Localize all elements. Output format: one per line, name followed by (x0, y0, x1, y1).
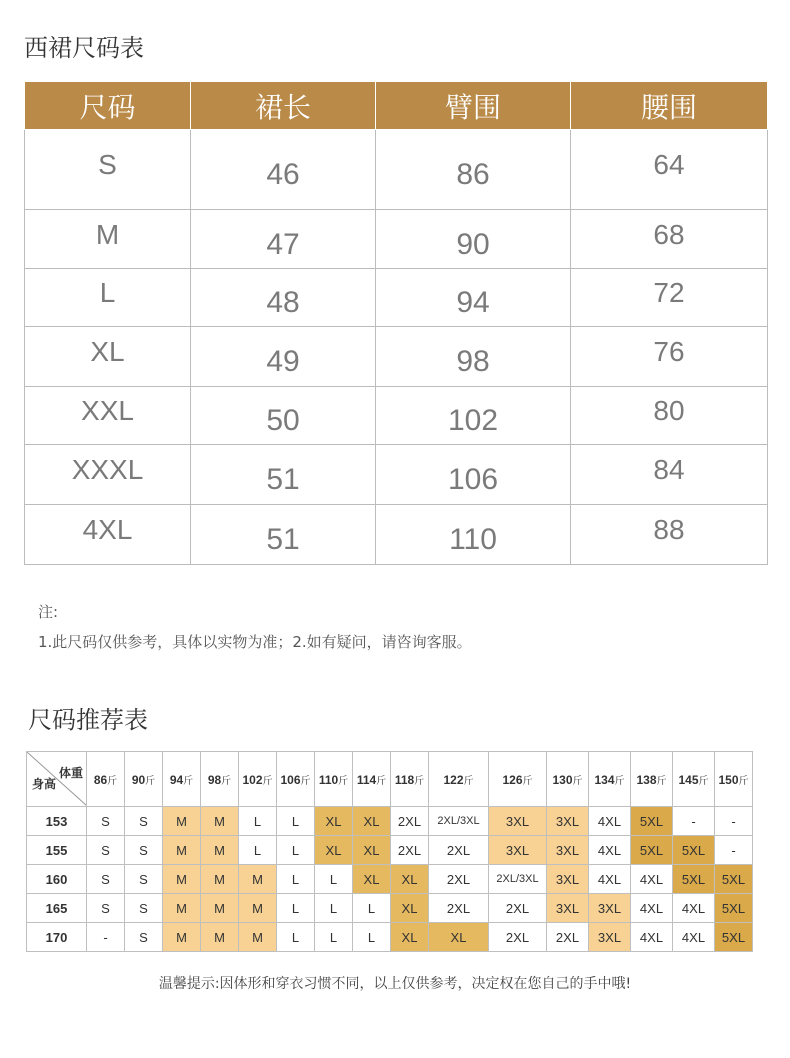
recommend-size-cell: L (353, 923, 391, 952)
waist-circumference-cell: 84 (571, 445, 768, 505)
weight-unit: 斤 (145, 775, 156, 787)
recommend-size-cell: 2XL/3XL (429, 807, 489, 836)
recommend-size-cell: 2XL (547, 923, 589, 952)
recommend-size-cell: - (715, 807, 753, 836)
size-chart-row (25, 210, 768, 269)
weight-unit: 斤 (183, 775, 194, 787)
recommend-size-cell: L (239, 807, 277, 836)
recommend-size-cell: 4XL (631, 894, 673, 923)
skirt-length-cell: 50 (191, 387, 376, 445)
recommend-row (27, 865, 753, 894)
recommend-size-cell: L (315, 894, 353, 923)
recommend-size-cell: 5XL (673, 836, 715, 865)
recommend-size-cell: M (163, 923, 201, 952)
weight-value: 94 (169, 772, 184, 787)
weight-value: 86 (93, 772, 108, 787)
header-waist-circumference: 腰围 (571, 82, 768, 130)
recommend-size-cell: - (673, 807, 715, 836)
size-cell: L (25, 269, 191, 327)
recommend-size-cell: L (277, 807, 315, 836)
weight-value: 110 (318, 772, 339, 787)
skirt-length-cell: 47 (191, 210, 376, 269)
recommend-size-cell: M (239, 894, 277, 923)
recommend-size-cell: L (277, 865, 315, 894)
size-cell: S (25, 130, 191, 210)
recommend-size-cell: M (239, 923, 277, 952)
recommend-size-cell: XL (353, 865, 391, 894)
recommend-size-cell: M (201, 807, 239, 836)
waist-circumference-cell: 76 (571, 327, 768, 387)
recommend-size-cell: 3XL (547, 865, 589, 894)
weight-unit: 斤 (376, 775, 387, 787)
recommend-size-cell: 5XL (673, 865, 715, 894)
weight-unit: 斤 (698, 775, 709, 787)
arm-circumference-cell: 110 (376, 505, 571, 565)
recommend-row (27, 807, 753, 836)
weight-unit: 斤 (300, 775, 311, 787)
recommend-size-cell: XL (391, 865, 429, 894)
size-cell: 4XL (25, 505, 191, 565)
recommend-size-cell: L (277, 836, 315, 865)
weight-header-cell (163, 752, 201, 807)
size-chart-title: 西裙尺码表 (24, 34, 144, 62)
recommend-size-cell: 3XL (589, 894, 631, 923)
weight-unit: 斤 (338, 775, 349, 787)
recommend-size-cell: 2XL (429, 865, 489, 894)
height-cell: 165 (27, 894, 87, 923)
header-arm-circumference: 臂围 (376, 82, 571, 130)
recommend-size-cell: S (125, 836, 163, 865)
weight-value: 106 (280, 772, 301, 787)
recommend-size-cell: 3XL (589, 923, 631, 952)
weight-header-cell (589, 752, 631, 807)
arm-circumference-cell: 90 (376, 210, 571, 269)
recommend-size-cell: 2XL (489, 894, 547, 923)
recommend-size-cell: M (201, 894, 239, 923)
weight-header-cell (391, 752, 429, 807)
recommend-size-cell: M (163, 807, 201, 836)
recommend-size-cell: S (87, 865, 125, 894)
skirt-length-cell: 48 (191, 269, 376, 327)
size-cell: M (25, 210, 191, 269)
weight-header-cell (125, 752, 163, 807)
weight-header-cell (673, 752, 715, 807)
height-cell: 170 (27, 923, 87, 952)
weight-unit: 斤 (414, 775, 425, 787)
weight-header-cell (547, 752, 589, 807)
recommend-size-cell: S (87, 894, 125, 923)
weight-header-cell (201, 752, 239, 807)
corner-cell (27, 752, 87, 807)
weight-unit: 斤 (522, 775, 533, 787)
height-cell: 155 (27, 836, 87, 865)
recommend-size-cell: M (201, 923, 239, 952)
size-chart-row (25, 269, 768, 327)
recommend-size-cell: 3XL (547, 894, 589, 923)
arm-circumference-cell: 102 (376, 387, 571, 445)
weight-header-cell (353, 752, 391, 807)
recommend-size-cell: 4XL (631, 865, 673, 894)
recommend-size-cell: L (277, 894, 315, 923)
recommend-size-cell: 4XL (589, 836, 631, 865)
recommend-size-cell: 4XL (589, 807, 631, 836)
recommend-size-cell: 5XL (631, 836, 673, 865)
recommend-size-cell: M (163, 836, 201, 865)
weight-unit: 斤 (463, 775, 474, 787)
recommend-row (27, 894, 753, 923)
recommend-size-cell: M (201, 836, 239, 865)
size-chart-row (25, 445, 768, 505)
size-chart-row (25, 327, 768, 387)
recommend-size-cell: 2XL (391, 836, 429, 865)
header-skirt-length: 裙长 (191, 82, 376, 130)
skirt-length-cell: 46 (191, 130, 376, 210)
footer-tip: 温馨提示:因体形和穿衣习惯不同，以上仅供参考，决定权在您自己的手中哦! (158, 976, 632, 992)
weight-value: 102 (242, 772, 263, 787)
recommend-size-cell: 4XL (589, 865, 631, 894)
weight-header-cell (239, 752, 277, 807)
recommend-row (27, 923, 753, 952)
recommend-size-cell: L (277, 923, 315, 952)
weight-value: 98 (207, 772, 222, 787)
recommend-size-cell: S (125, 923, 163, 952)
recommend-size-cell: 2XL/3XL (489, 865, 547, 894)
recommend-size-cell: L (353, 894, 391, 923)
size-cell: XL (25, 327, 191, 387)
recommend-chart-title: 尺码推荐表 (28, 706, 148, 734)
recommend-size-cell: L (239, 836, 277, 865)
recommend-size-cell: M (163, 894, 201, 923)
recommend-table (26, 751, 753, 952)
header-size: 尺码 (25, 82, 191, 130)
recommend-size-cell: 4XL (673, 894, 715, 923)
recommend-size-cell: S (87, 807, 125, 836)
weight-header-cell (315, 752, 353, 807)
skirt-length-cell: 51 (191, 505, 376, 565)
skirt-length-cell: 51 (191, 445, 376, 505)
waist-circumference-cell: 68 (571, 210, 768, 269)
weight-unit: 斤 (738, 775, 749, 787)
recommend-header-row (27, 752, 753, 807)
weight-value: 145 (678, 772, 699, 787)
recommend-size-cell: S (87, 836, 125, 865)
waist-circumference-cell: 64 (571, 130, 768, 210)
recommend-size-cell: 3XL (547, 807, 589, 836)
recommend-size-cell: 5XL (715, 865, 753, 894)
height-cell: 160 (27, 865, 87, 894)
recommend-size-cell: 2XL (429, 894, 489, 923)
weight-header-cell (277, 752, 315, 807)
weight-value: 150 (718, 772, 739, 787)
corner-weight-label: 体重 (58, 766, 83, 780)
recommend-size-cell: 2XL (391, 807, 429, 836)
recommend-size-cell: M (163, 865, 201, 894)
size-chart-row (25, 130, 768, 210)
size-chart-header-row (25, 82, 768, 130)
recommend-size-cell: - (715, 836, 753, 865)
recommend-size-cell: XL (391, 894, 429, 923)
recommend-size-cell: 5XL (715, 923, 753, 952)
weight-value: 134 (594, 772, 615, 787)
weight-unit: 斤 (656, 775, 667, 787)
recommend-size-cell: 3XL (489, 807, 547, 836)
arm-circumference-cell: 106 (376, 445, 571, 505)
weight-value: 126 (502, 772, 523, 787)
weight-unit: 斤 (614, 775, 625, 787)
recommend-size-cell: 4XL (631, 923, 673, 952)
weight-header-cell (715, 752, 753, 807)
waist-circumference-cell: 80 (571, 387, 768, 445)
size-chart-table (24, 81, 768, 565)
recommend-size-cell: XL (353, 836, 391, 865)
recommend-size-cell: 3XL (547, 836, 589, 865)
recommend-size-cell: XL (315, 807, 353, 836)
height-cell: 153 (27, 807, 87, 836)
recommend-size-cell: XL (353, 807, 391, 836)
skirt-length-cell: 49 (191, 327, 376, 387)
weight-unit: 斤 (572, 775, 583, 787)
note-label: 注: (38, 603, 59, 621)
weight-unit: 斤 (221, 775, 232, 787)
note-text: 1.此尺码仅供参考，具体以实物为准；2.如有疑问，请咨询客服。 (38, 633, 472, 651)
recommend-size-cell: 2XL (429, 836, 489, 865)
recommend-size-cell: S (125, 865, 163, 894)
recommend-size-cell: 4XL (673, 923, 715, 952)
recommend-size-cell: 5XL (715, 894, 753, 923)
corner-height-label: 身高 (32, 777, 57, 791)
recommend-size-cell: 5XL (631, 807, 673, 836)
weight-value: 90 (131, 772, 146, 787)
size-chart-row (25, 505, 768, 565)
size-cell: XXL (25, 387, 191, 445)
arm-circumference-cell: 98 (376, 327, 571, 387)
weight-header-cell (429, 752, 489, 807)
recommend-size-cell: 2XL (489, 923, 547, 952)
size-chart-row (25, 387, 768, 445)
arm-circumference-cell: 86 (376, 130, 571, 210)
weight-header-cell (631, 752, 673, 807)
waist-circumference-cell: 88 (571, 505, 768, 565)
recommend-size-cell: L (315, 923, 353, 952)
recommend-size-cell: S (125, 894, 163, 923)
recommend-size-cell: M (201, 865, 239, 894)
weight-value: 118 (394, 772, 415, 787)
weight-unit: 斤 (107, 775, 118, 787)
weight-value: 138 (636, 772, 657, 787)
recommend-size-cell: S (125, 807, 163, 836)
weight-header-cell (87, 752, 125, 807)
recommend-size-cell: XL (429, 923, 489, 952)
recommend-size-cell: 3XL (489, 836, 547, 865)
weight-unit: 斤 (262, 775, 273, 787)
weight-value: 114 (356, 772, 377, 787)
arm-circumference-cell: 94 (376, 269, 571, 327)
recommend-size-cell: M (239, 865, 277, 894)
size-cell: XXXL (25, 445, 191, 505)
weight-header-cell (489, 752, 547, 807)
weight-value: 122 (443, 772, 464, 787)
recommend-size-cell: - (87, 923, 125, 952)
recommend-size-cell: L (315, 865, 353, 894)
recommend-size-cell: XL (391, 923, 429, 952)
waist-circumference-cell: 72 (571, 269, 768, 327)
recommend-row (27, 836, 753, 865)
weight-value: 130 (552, 772, 573, 787)
recommend-size-cell: XL (315, 836, 353, 865)
